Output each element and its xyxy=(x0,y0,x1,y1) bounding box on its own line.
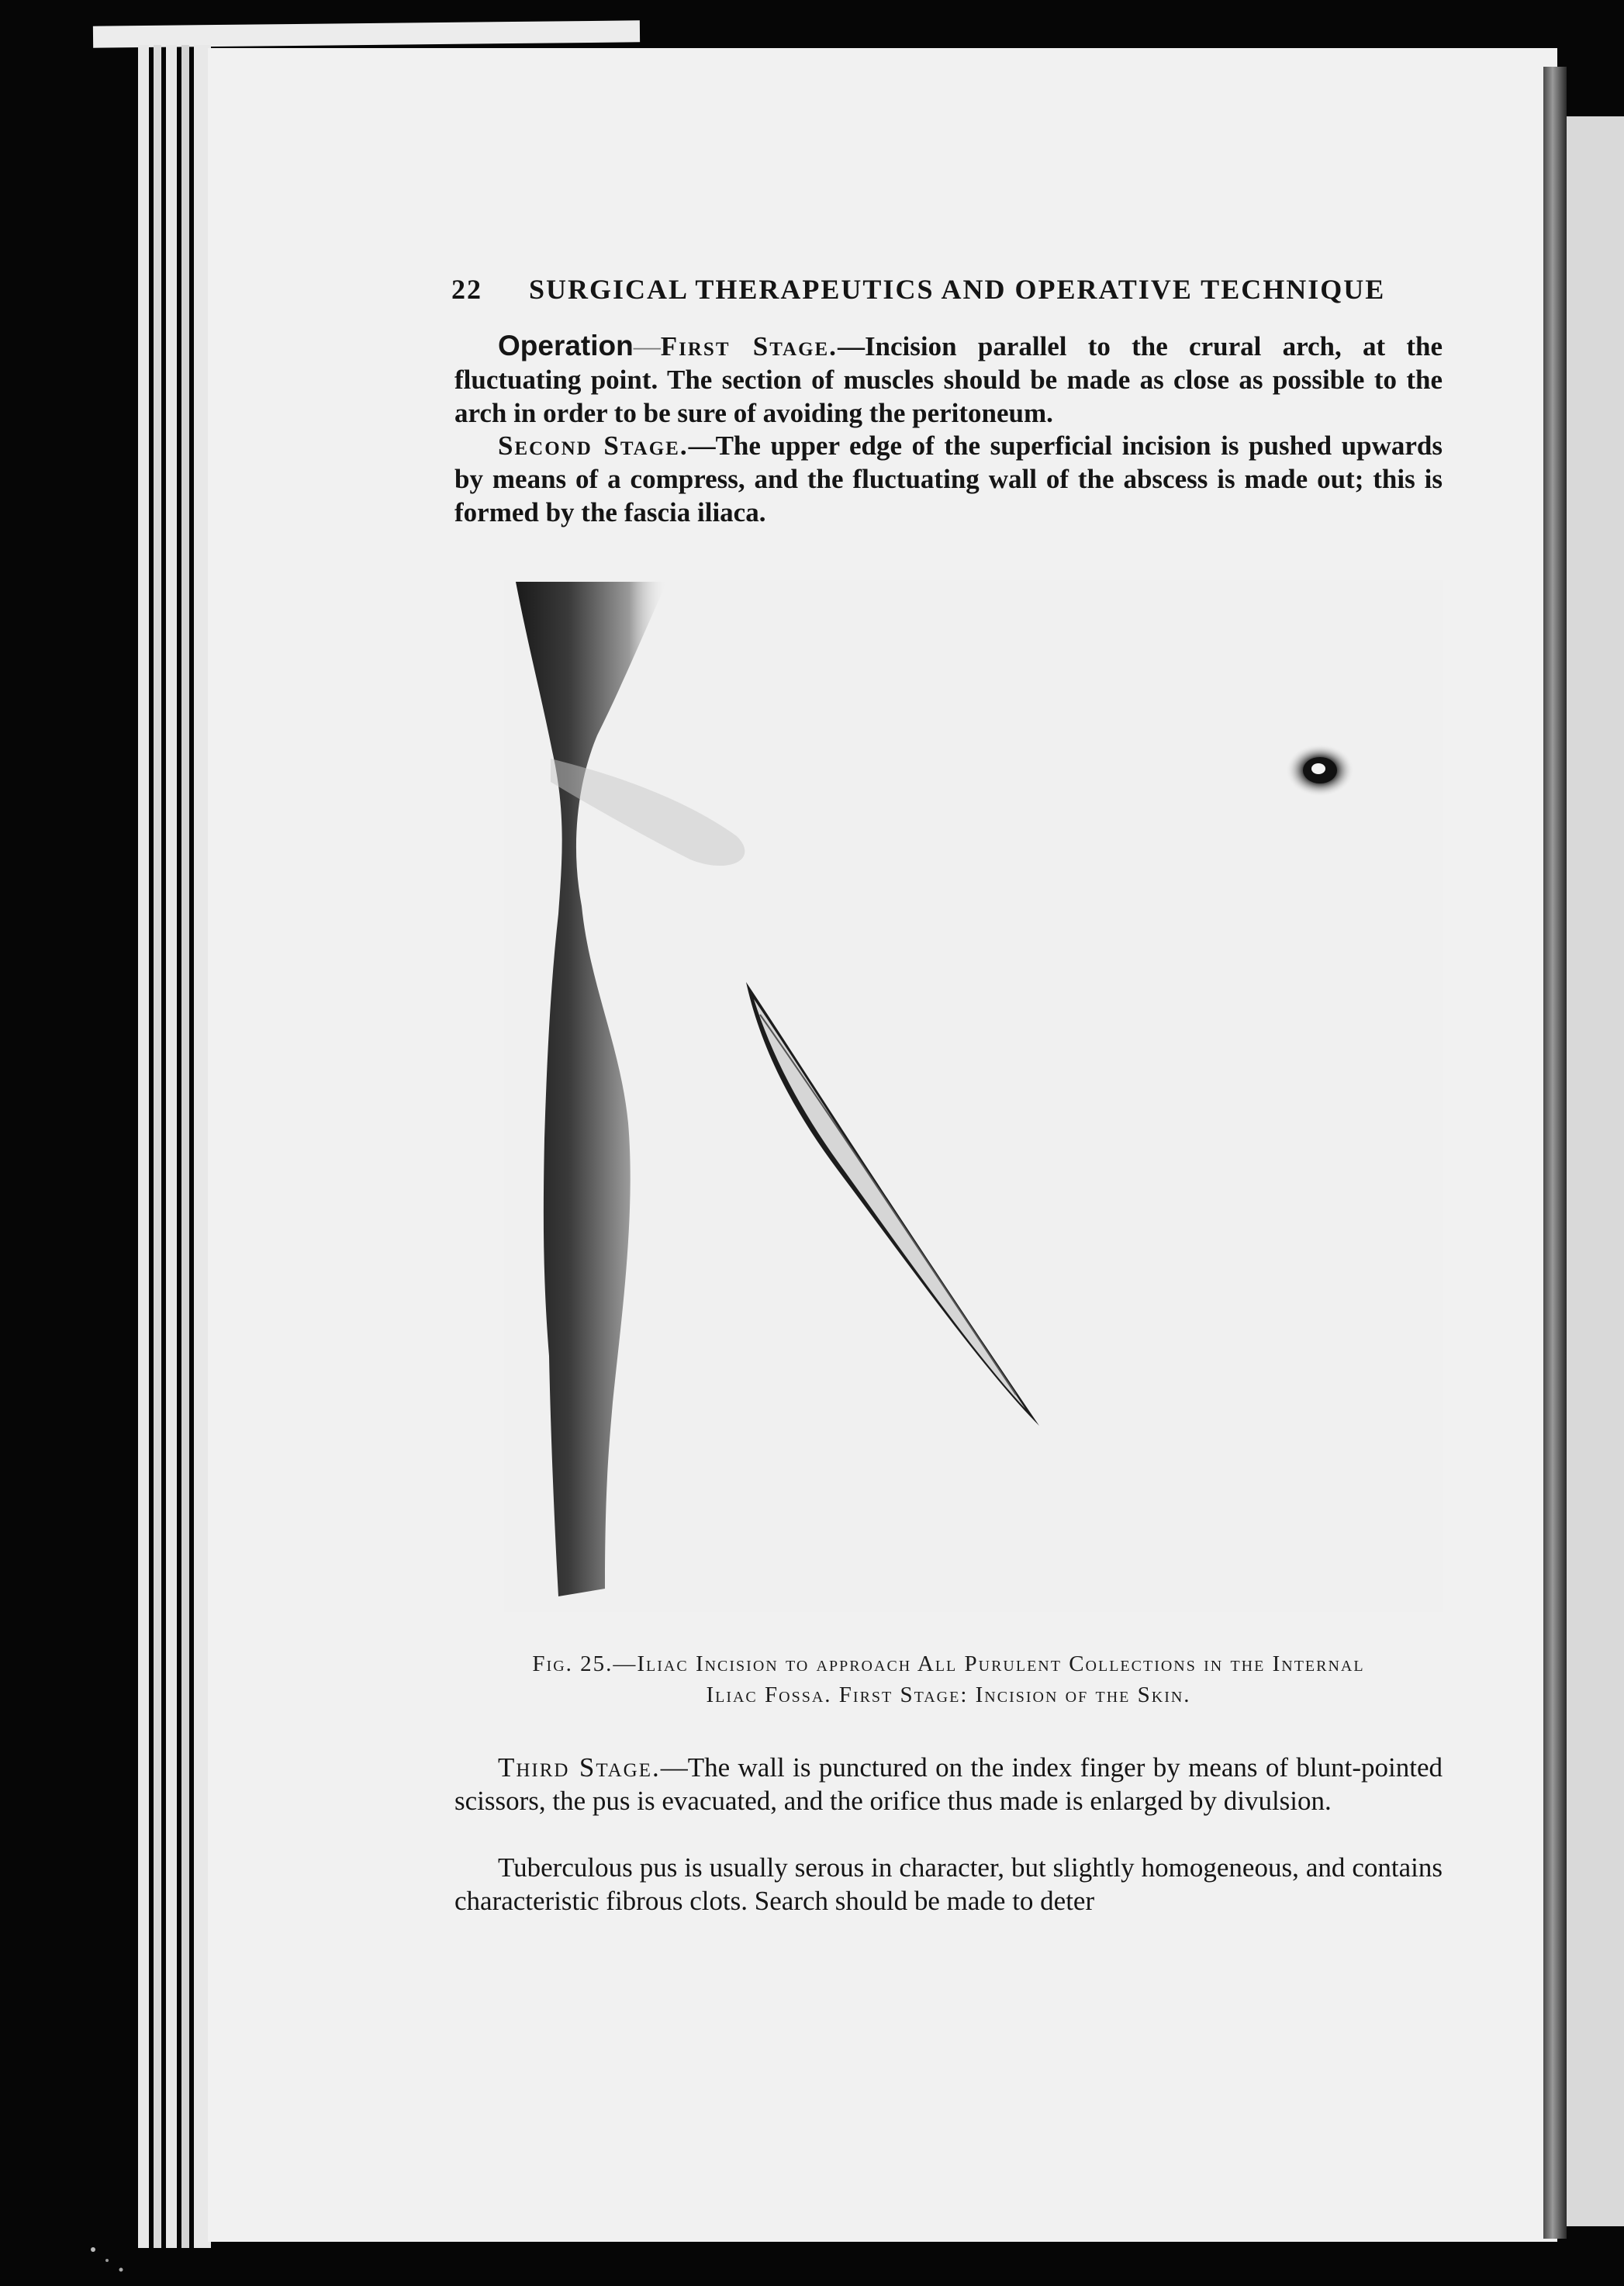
paragraph-tuberculous-pus xyxy=(454,1851,1443,1918)
first-stage-text: —Incision parallel to the crural arch, at the fluctuating point. The section of muscles should be made as close as possible to the arch in order to be sure of avoiding the peritoneum. xyxy=(454,331,1443,428)
second-stage-text: —The upper edge of the superficial incision is pushed upwards by means of a compress, and the fluctuating wall of the abscess is made out; this is formed by the fascia iliaca. xyxy=(454,431,1443,527)
paragraph-first-stage xyxy=(454,329,1443,430)
tuberculous-text: Tuberculous pus is usually serous in character, but slightly homogeneous, and contains characteristic fibrous clots. Search should be made to deter xyxy=(454,1852,1443,1916)
figure-iliac-incision xyxy=(504,580,1443,1612)
page-edge-top xyxy=(93,20,640,47)
figure-caption xyxy=(454,1648,1443,1710)
caption-line-2: Iliac Fossa. First Stage: Incision of the Skin. xyxy=(706,1683,1191,1707)
operation-dash: — xyxy=(633,331,661,361)
third-stage-text: —The wall is punctured on the index finger by means of blunt-pointed scissors, the pus is evacuated, and the orifice thus made is enlarged by divulsion. xyxy=(454,1752,1443,1816)
page-edges-left xyxy=(138,45,216,2248)
running-title: SURGICAL THERAPEUTICS AND OPERATIVE TECHNIQUE xyxy=(529,274,1386,305)
second-stage-label: Second Stage. xyxy=(498,431,689,461)
scan-specks xyxy=(78,2242,140,2281)
paragraph-second-stage xyxy=(454,429,1443,529)
running-header xyxy=(451,273,1386,309)
first-stage-label: First Stage. xyxy=(660,331,838,361)
facing-page-edge xyxy=(1567,116,1624,2226)
caption-line-1: Fig. 25.—Iliac Incision to approach All Purulent Collections in the Internal xyxy=(532,1651,1365,1676)
third-stage-label: Third Stage. xyxy=(498,1752,661,1783)
paragraph-third-stage xyxy=(454,1751,1443,1817)
book-gutter xyxy=(1543,67,1567,2239)
page-number: 22 xyxy=(451,274,482,305)
iliac-incision-illustration xyxy=(504,580,1443,1612)
operation-label: Operation xyxy=(498,330,634,361)
